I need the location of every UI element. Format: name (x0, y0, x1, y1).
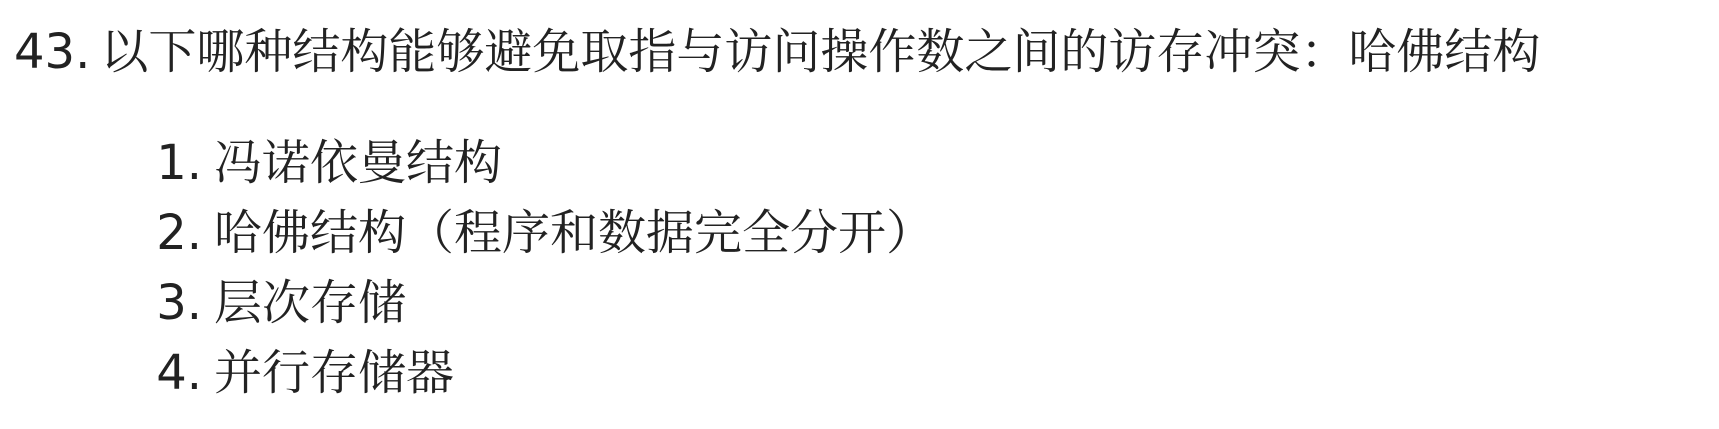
answer-options-list (150, 128, 934, 408)
option-marker: 3. (156, 275, 202, 331)
option-text: 并行存储器 (214, 345, 455, 401)
question-text: 以下哪种结构能够避免取指与访问操作数之间的访存冲突：哈佛结构 (100, 24, 1541, 80)
answer-option-3 (150, 268, 934, 338)
question-heading (14, 22, 1540, 82)
option-marker: 4. (156, 345, 202, 401)
answer-option-4 (150, 338, 934, 408)
option-text: 层次存储 (214, 275, 407, 331)
question-number: 43. (14, 24, 91, 80)
option-marker: 2. (156, 205, 202, 261)
option-text: 冯诺依曼结构 (214, 135, 503, 191)
option-text: 哈佛结构（程序和数据完全分开） (214, 205, 935, 261)
option-marker: 1. (156, 135, 202, 191)
answer-option-1 (150, 128, 934, 198)
answer-option-2 (150, 198, 934, 268)
